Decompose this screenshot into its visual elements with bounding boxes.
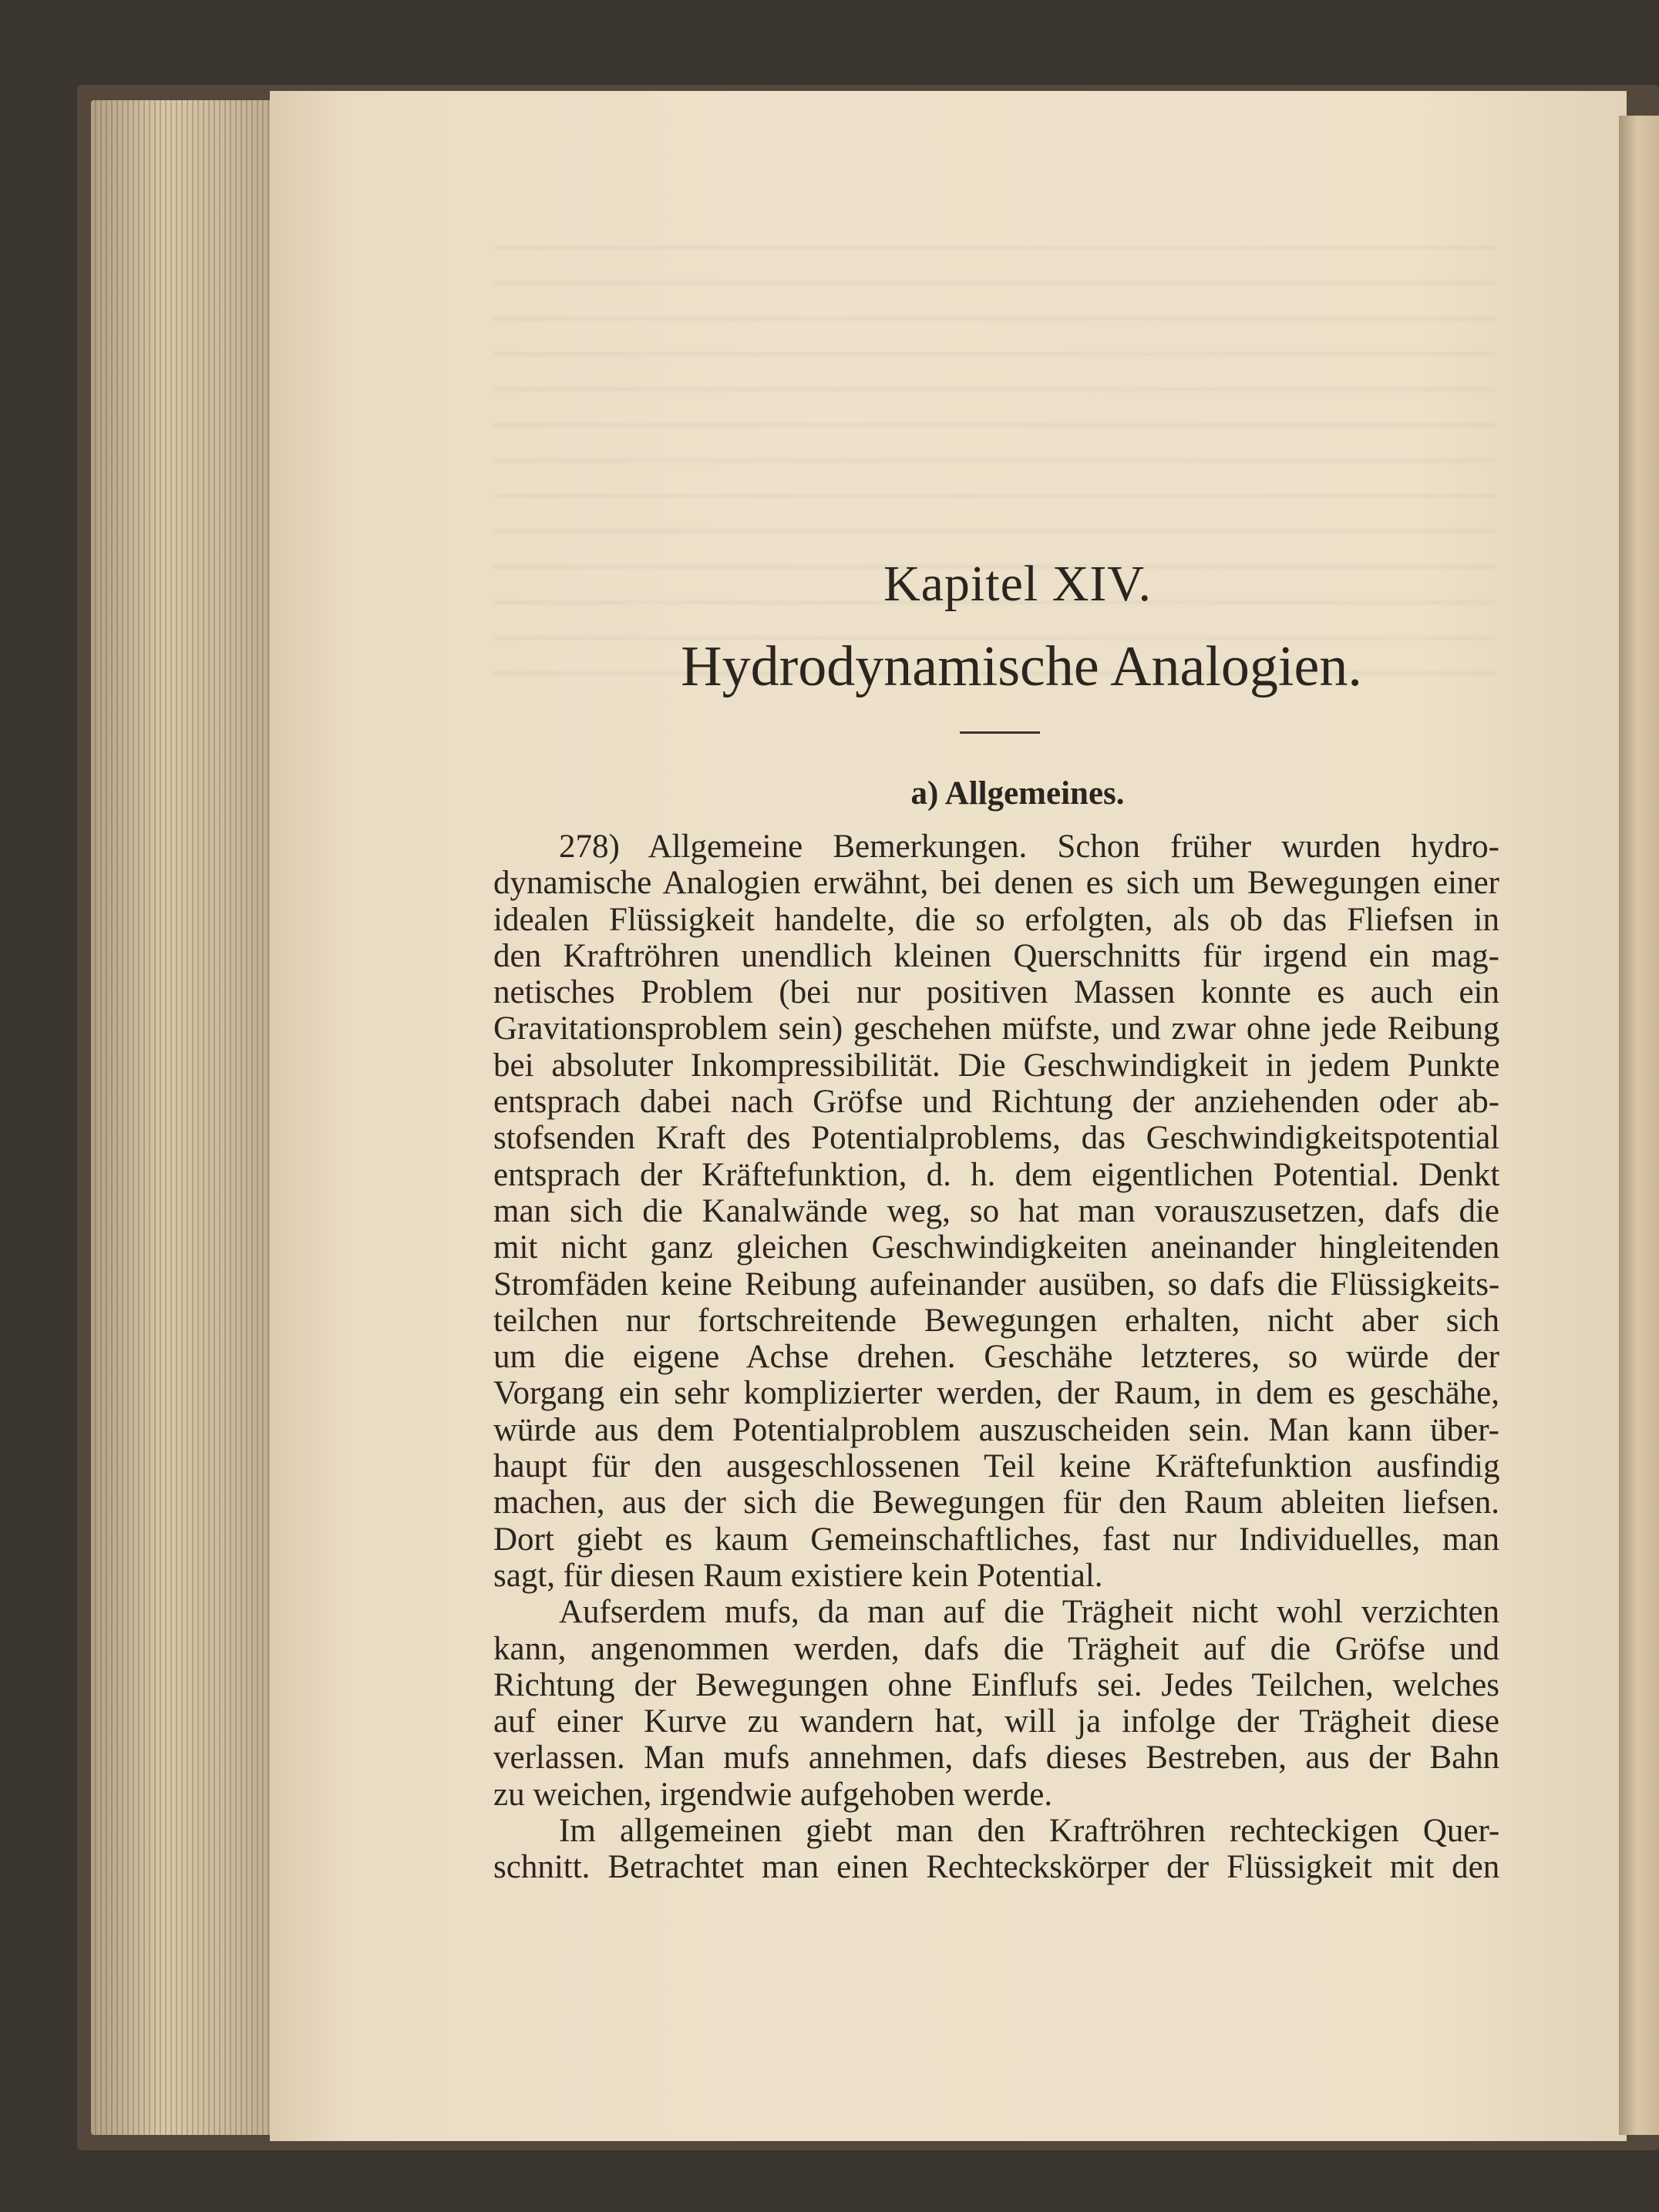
text-line: schnitt. Betrachtet man einen Rechteckskörper der Flüssigkeit mit den: [493, 1849, 1500, 1886]
chapter-heading: Kapitel XIV.: [883, 556, 1153, 612]
text-line: 278) Allgemeine Bemerkungen. Schon früher wurden hydro-: [559, 829, 1499, 865]
text-line: bei absoluter Inkompressibilität. Die Geschwindigkeit in jedem Punkte: [493, 1047, 1500, 1084]
text-line: mit nicht ganz gleichen Geschwindigkeiten aneinander hingleitenden: [493, 1229, 1500, 1266]
text-line: auf einer Kurve zu wandern hat, will ja infolge der Trägheit diese: [493, 1703, 1499, 1740]
text-line: Vorgang ein sehr komplizierter werden, der Raum, in dem es geschähe,: [493, 1375, 1499, 1412]
text-line: kann, angenommen werden, dafs die Trägheit auf die Gröfse und: [493, 1630, 1499, 1667]
body-text: [493, 829, 1499, 1886]
text-line: Dort giebt es kaum Gemeinschaftliches, fast nur Individuelles, man: [493, 1521, 1499, 1558]
text-line: verlassen. Man mufs annehmen, dafs dieses Bestreben, aus der Bahn: [493, 1740, 1500, 1777]
text-line: idealen Flüssigkeit handelte, die so erfolgten, als ob das Fliefsen in: [493, 901, 1499, 938]
text-line: entsprach dabei nach Gröfse und Richtung der anziehenden oder ab-: [493, 1084, 1500, 1121]
chapter-title: Hydrodynamische Analogien.: [681, 635, 1362, 698]
text-line: dynamische Analogien erwähnt, bei denen es sich um Bewegungen einer: [493, 865, 1499, 902]
text-line: machen, aus der sich die Bewegungen für den Raum ableiten liefsen.: [493, 1484, 1499, 1521]
right-page-edge: [1619, 116, 1659, 2135]
text-line: Stromfäden keine Reibung aufeinander ausüben, so dafs die Flüssigkeits-: [493, 1266, 1500, 1303]
section-heading: a) Allgemeines.: [910, 775, 1125, 812]
text-line: zu weichen, irgendwie aufgehoben werde.: [493, 1776, 1053, 1813]
text-line: haupt für den ausgeschlossenen Teil keine Kräftefunktion ausfindig: [493, 1448, 1500, 1485]
text-line: Richtung der Bewegungen ohne Einflufs sei. Jedes Teilchen, welches: [493, 1666, 1499, 1703]
title-rule: [960, 731, 1040, 734]
text-line: netisches Problem (bei nur positiven Massen konnte es auch ein: [493, 974, 1499, 1011]
text-line: sagt, für diesen Raum existiere kein Potential.: [493, 1557, 1103, 1594]
text-line: um die eigene Achse drehen. Geschähe letzteres, so würde der: [493, 1339, 1499, 1376]
text-line: würde aus dem Potentialproblem auszuscheiden sein. Man kann über-: [493, 1411, 1499, 1448]
text-line: Im allgemeinen giebt man den Kraftröhren rechteckigen Quer-: [559, 1813, 1500, 1850]
text-line: teilchen nur fortschreitende Bewegungen erhalten, nicht aber sich: [493, 1302, 1499, 1339]
page-edges-shade: [91, 100, 276, 2135]
text-line: entsprach der Kräftefunktion, d. h. dem eigentlichen Potential. Denkt: [493, 1156, 1500, 1193]
text-line: stofsenden Kraft des Potentialproblems, das Geschwindigkeitspotential: [493, 1120, 1500, 1157]
text-line: den Kraftröhren unendlich kleinen Querschnitts für irgend ein mag-: [493, 937, 1499, 974]
text-line: Aufserdem mufs, da man auf die Trägheit nicht wohl verzichten: [559, 1594, 1499, 1631]
text-line: man sich die Kanalwände weg, so hat man vorauszusetzen, dafs die: [493, 1192, 1499, 1229]
text-line: Gravitationsproblem sein) geschehen müfste, und zwar ohne jede Reibung: [493, 1010, 1500, 1047]
